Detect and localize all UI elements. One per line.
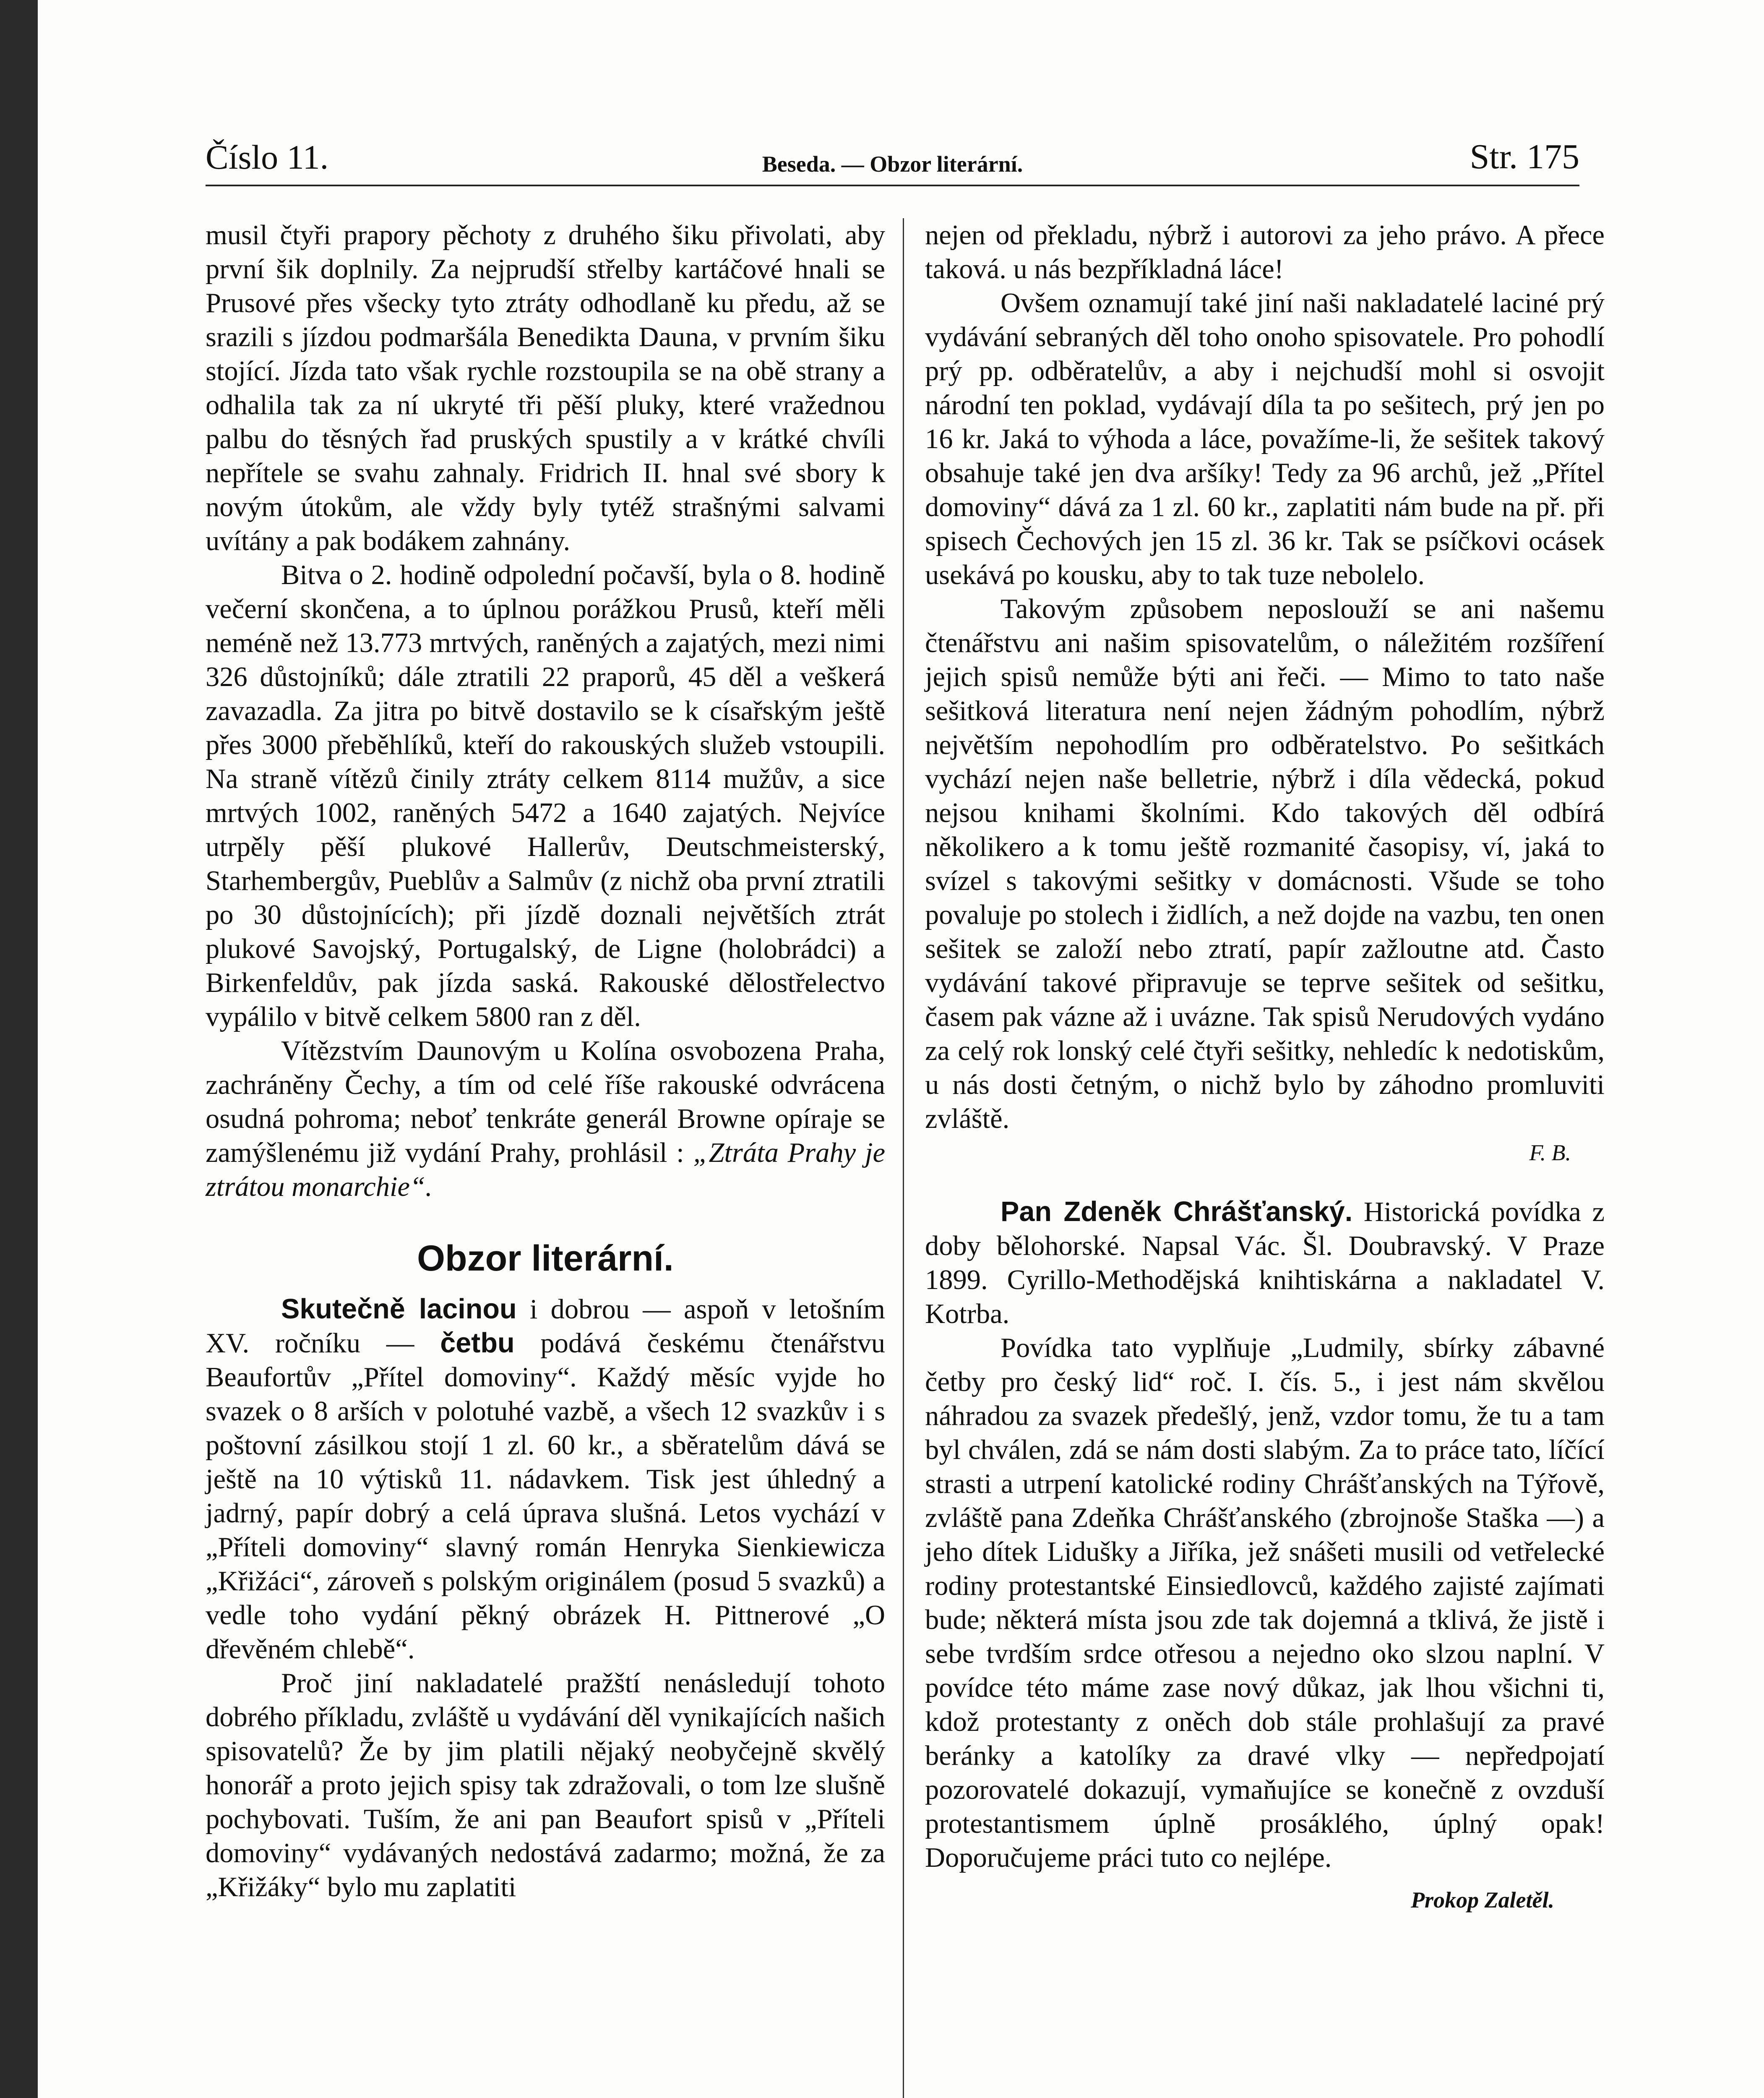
paragraph: Proč jiní nakladatelé pražští nenásledují tohoto dobrého příkladu, zvláště u vydávání děl vynikajících našich spisovatelů? Že by jim platili nějaký neobyčejně skvělý honorář a proto jejich spisy tak zdražovali, o tom lze slušně pochybovati. Tuším, že ani pan Beaufort spisů v „Příteli domoviny“ vydávaných nedostává zadarmo; možná, že za „Křižáky“ bylo mu zaplatiti [206, 1668, 885, 1902]
page-number: Str. 175 [1470, 137, 1579, 176]
paragraph: Povídka tato vyplňuje „Ludmily, sbírky zábavné četby pro český lid“ roč. I. čís. 5., i jest nám skvělou náhradou za svazek předešlý, jenž, vzdor tomu, že tu a tam byl chválen, zdá se nám dosti slabým. Za to práce tato, líčící strasti a utrpení katolické rodiny Chrášťanských na Týřově, zvláště pana Zdeňka Chrášťanského (zbrojnoše Staška —) a jeho dítek Lidušky a Jiříka, jež snášeti musili od vetřelecké rodiny protestantské Einsiedlovců, každého zajisté zajímati bude; některá místa jsou zde tak dojemná a tklivá, že jistě i sebe tvrdším srdce otřesou a nejedno oko slzou naplní. V povídce této máme zase nový důkaz, jak lhou všichni ti, kdož protestanty z oněch dob stále prohlašují za pravé beránky a katolíky za dravé vlky — nepředpojatí pozorovatelé dokazují, vymaňujíce se konečně z ovzduší protestantismem úplně prosáklého, úplný opak! Doporučujeme práci tuto co nejlépe. [925, 1333, 1605, 1873]
paragraph: Bitva o 2. hodině odpolední počavší, byla o 8. hodině večerní skončena, a to úplnou porážkou Prusů, kteří měli neméně než 13.773 mrtvých, raněných a zajatých, mezi nimi 326 důstojníků; dále ztratili 22 praporů, 45 děl a veškerá zavazadla. Za jitra po bitvě dostavilo se k císařským ještě přes 3000 přeběhlíků, kteří do rakouských služeb vstoupili. Na straně vítězů činily ztráty celkem 8114 mužův, a sice mrtvých 1002, raněných 5472 a 1640 zajatých. Nejvíce utrpěly pěší plukové Hallerův, Deutschmeisterský, Starhembergův, Pueblův a Salmův (z nichž oba první ztratili po 30 důstojnících); při jízdě doznali největších ztrát plukové Savojský, Portugalský, de Ligne (holobrádci) a Birkenfeldův, pak jízda saská. Rakouské dělostřelectvo vypálilo v bitvě celkem 5800 ran z děl. [206, 560, 885, 1032]
left-column [206, 218, 885, 1904]
quote: „Ztráta Prahy je ztrátou monarchie“. [206, 1138, 885, 1202]
section-title: Obzor literární. [417, 1238, 674, 1279]
paragraph-text: podává českému čtenářstvu Beaufortův „Přítel domoviny“. Každý měsíc vyjde ho svazek o 8 arších v polotuhé vazbě, a všech 12 svazkův i s poštovní zásilkou stojí 1 zl. 60 kr., a sběratelům dává se ještě na 10 výtisků 11. nádavkem. Tisk jest úhledný a jadrný, papír dobrý a celá úprava slušná. Letos vychází v „Příteli domoviny“ slavný román Henryka Sienkiewicza „Křižáci“, zároveň s polským originálem (posud 5 svazků) a vedle toho vydání pěkný obrázek H. Pittnerové „O dřevěném chlebě“. [206, 1328, 886, 1665]
paragraph-text: Historická povídka z doby bělohorské. Napsal Vác. Šl. Doubravský. V Praze 1899. Cyrillo-Methodějská knihtiskárna a nakladatel V. Kotrba. [925, 1197, 1605, 1329]
signature-zaletel: Prokop Zaletěl. [1411, 1887, 1554, 1913]
paragraph: Takovým způsobem neposlouží se ani našemu čtenářstvu ani našim spisovatelům, o náležitém rozšíření jejich spisů nemůže býti ani řeči. — Mimo to tato naše sešitková literatura není nejen žádným pohodlím, nýbrž největším nepohodlím pro odběratelstvo. Po sešitkách vychází nejen naše belletrie, nýbrž i díla vědecká, pokud nejsou knihami školními. Kdo takových děl odbírá několikero a k tomu ještě rozmanité časopisy, ví, jaká to svízel s takovými sešitky v domácnosti. Všude se toho povaluje po stolech i židlích, a než dojde na vazbu, ten onen sešitek se založí nebo ztratí, papír zažloutne atd. Často vydávání takové připravuje se teprve sešitek od sešitku, časem pak vázne až i uvázne. Tak spisů Nerudových vydáno za celý rok lonský celé čtyři sešitky, nehledíc k nedotiskům, u nás dosti četným, o nichž bylo by záhodno promluviti zvláště. [925, 594, 1605, 1134]
bold-lead: Skutečně lacinou [281, 1294, 517, 1325]
paragraph: musil čtyři prapory pěchoty z druhého šiku přivolati, aby první šik doplnily. Za nejprudší střelby kartáčové hnali se Prusové přes všecky tyto ztráty odhodlaně ku předu, až se srazili s jízdou podmaršála Benedikta Dauna, v prvním šiku stojící. Jízda tato však rychle rozstoupila se na obě strany a odhalila tak za ní ukryté tři pěší pluky, které vražednou palbu do těsných řad pruských spustily a v krátké chvíli nepřítele se svahu zahnaly. Fridrich II. hnal své sbory k novým útokům, ale vždy byly tytéž strašnými salvami uvítány a pak bodákem zahnány. [206, 220, 885, 556]
bold-term: četbu [440, 1328, 515, 1359]
paragraph [206, 1034, 885, 1204]
paragraph: nejen od překladu, nýbrž i autorovi za jeho právo. A přece taková. u nás bezpříkladná láce! [925, 220, 1605, 284]
review-title: Pan Zdeněk Chrášťanský. [1001, 1196, 1353, 1227]
paragraph: Ovšem oznamují také jiní naši nakladatelé laciné prý vydávání sebraných děl toho onoho spisovatele. Pro pohodlí prý pp. odběratelův, a aby i nejchudší mohl si osvojit národní ten poklad, vydávají díla ta po sešitech, prý jen po 16 kr. Jaká to výhoda a láce, považíme-li, že sešitek takový obsahuje také jen dva aršíky! Tedy za 96 archů, jež „Přítel domoviny“ dává za 1 zl. 60 kr., zaplatiti nám bude na př. při spisech Čechových jen 15 zl. 36 kr. Tak se psíčkovi ocásek usekává po kousku, aby to tak tuze nebolelo. [925, 288, 1605, 590]
section-heading: Beseda. — Obzor literární. [762, 151, 1023, 177]
paragraph-text: Vítězstvím Daunovým u Kolína osvobozena Praha, zachráněny Čechy, a tím od celé říše rakouské odvrácena osudná pohroma; neboť tenkráte generál Browne opíraje se zamýšlenému již vydání Prahy, prohlásil : [206, 1036, 885, 1168]
paragraph [925, 1195, 1605, 1331]
paragraph [206, 1292, 885, 1666]
column-divider [903, 218, 904, 2098]
paragraph-text: i dobrou — aspoň v letošním XV. ročníku — [206, 1294, 885, 1359]
issue-number: Číslo 11. [206, 138, 329, 176]
spacer [925, 1170, 1605, 1195]
right-column [925, 218, 1605, 1917]
page-sheet [38, 0, 1764, 2098]
signature-fb: F. B. [1529, 1140, 1571, 1165]
page-header [206, 138, 1579, 186]
